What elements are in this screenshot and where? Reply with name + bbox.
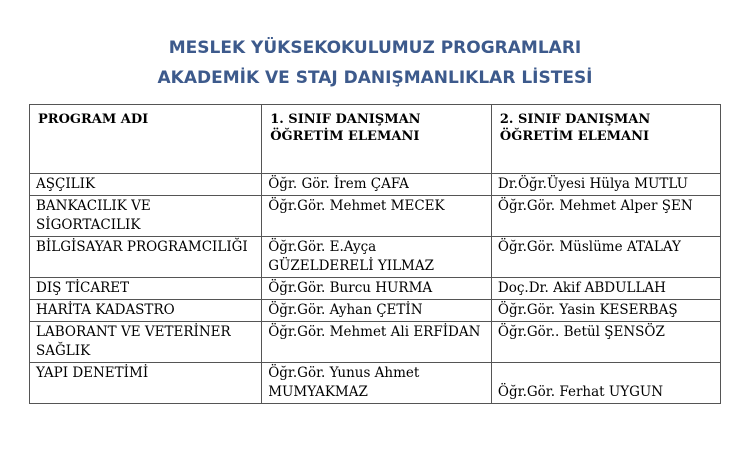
program-cell: BİLGİSAYAR PROGRAMCILIĞI <box>30 237 262 278</box>
header-program: PROGRAM ADI <box>30 105 262 174</box>
first-year-advisor-cell: Öğr.Gör. Yunus Ahmet MUMYAKMAZ <box>262 363 492 404</box>
second-year-advisor-cell: Doç.Dr. Akif ABDULLAH <box>491 278 720 300</box>
table-header-row <box>30 105 721 174</box>
table-row <box>30 174 721 196</box>
table-row <box>30 278 721 300</box>
page-subtitle: AKADEMİK VE STAJ DANIŞMANLIKLAR LİSTESİ <box>157 68 593 88</box>
advisor-table <box>29 104 721 404</box>
second-year-advisor-cell: Öğr.Gör. Müslüme ATALAY <box>491 237 720 278</box>
table-row <box>30 363 721 404</box>
table-row <box>30 196 721 237</box>
first-year-advisor-cell: Öğr.Gör. Mehmet MECEK <box>262 196 492 237</box>
first-year-advisor-cell: Öğr.Gör. E.Ayça GÜZELDERELİ YILMAZ <box>262 237 492 278</box>
table-row <box>30 300 721 322</box>
program-cell: BANKACILIK VE SİGORTACILIK <box>30 196 262 237</box>
header-first-year-advisor: 1. SINIF DANIŞMAN ÖĞRETİM ELEMANI <box>262 105 492 174</box>
first-year-advisor-cell: Öğr. Gör. İrem ÇAFA <box>262 174 492 196</box>
first-year-advisor-cell: Öğr.Gör. Burcu HURMA <box>262 278 492 300</box>
program-cell: DIŞ TİCARET <box>30 278 262 300</box>
program-cell: LABORANT VE VETERİNER SAĞLIK <box>30 322 262 363</box>
second-year-advisor-cell: Öğr.Gör. Mehmet Alper ŞEN <box>491 196 720 237</box>
first-year-advisor-cell: Öğr.Gör. Ayhan ÇETİN <box>262 300 492 322</box>
program-cell: HARİTA KADASTRO <box>30 300 262 322</box>
table-row <box>30 322 721 363</box>
program-cell: YAPI DENETİMİ <box>30 363 262 404</box>
second-year-advisor-cell: Dr.Öğr.Üyesi Hülya MUTLU <box>491 174 720 196</box>
second-year-advisor-cell: Öğr.Gör. Yasin KESERBAŞ <box>491 300 720 322</box>
table-row <box>30 237 721 278</box>
page-title: MESLEK YÜKSEKOKULUMUZ PROGRAMLARI <box>168 38 582 58</box>
second-year-advisor-cell: Öğr.Gör.. Betül ŞENSÖZ <box>491 322 720 363</box>
program-cell: AŞÇILIK <box>30 174 262 196</box>
second-year-advisor-cell: Öğr.Gör. Ferhat UYGUN <box>491 363 720 404</box>
first-year-advisor-cell: Öğr.Gör. Mehmet Ali ERFİDAN <box>262 322 492 363</box>
header-second-year-advisor: 2. SINIF DANIŞMAN ÖĞRETİM ELEMANI <box>491 105 720 174</box>
